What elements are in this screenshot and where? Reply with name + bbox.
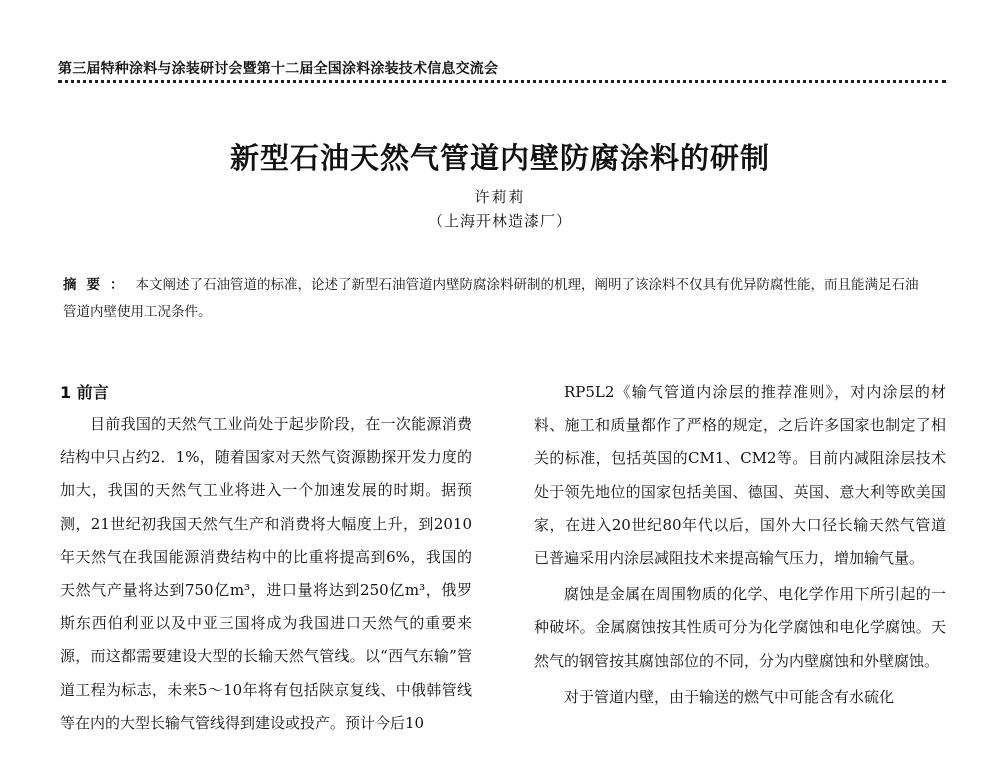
section-heading-introduction: 1 前言 (60, 383, 109, 402)
left-column (60, 378, 472, 740)
paper-affiliation: （上海开林造漆厂） (427, 212, 572, 230)
abstract-label: 摘要： (63, 277, 134, 293)
abstract (63, 272, 923, 326)
abstract-text: 本文阐述了石油管道的标准，论述了新型石油管道内壁防腐涂料研制的机理，阐明了该涂料不仅具有优异防腐性能，而且能满足石油管道内壁使用工况条件。 (63, 277, 919, 320)
paper-title: 新型石油天然气管道内壁防腐涂料的研制 (229, 141, 770, 175)
right-paragraph-corrosion: 腐蚀是金属在周围物质的化学、电化学作用下所引起的一种破坏。金属腐蚀按其性质可分为化学腐蚀和电化学腐蚀。天然气的钢管按其腐蚀部位的不同，分为内壁腐蚀和外壁腐蚀。 (534, 585, 946, 670)
right-column (534, 378, 946, 714)
conference-header: 第三届特种涂料与涂装研讨会暨第十二届全国涂料涂装技术信息交流会 (58, 61, 499, 77)
paper-author: 许莉莉 (474, 188, 526, 206)
header-dotted-rule (58, 80, 946, 83)
intro-paragraph: 目前我国的天然气工业尚处于起步阶段，在一次能源消费结构中只占约2．1%，随着国家对天然气资源勘探开发力度的加大，我国的天然气工业将进入一个加速发展的时期。据预测，21世纪初我国天然气生产和消费将大幅度上升，到2010年天然气在我国能源消费结构中的比重将提高到6%，我国的天然气产量将达到750亿m³，进口量将达到250亿m³，俄罗斯东西伯利亚以及中亚三国将成为我国进口天然气的重要来源，而这都需要建设大型的长输天然气管线。以“西气东输”管道工程为标志，未来5～10年将有包括陕京复线、中俄韩管线等在内的大型长输气管线得到建设或投产。预计今后10 (60, 415, 472, 732)
right-paragraph-inner-wall: 对于管道内壁，由于输送的燃气中可能含有水硫化 (564, 687, 895, 706)
right-paragraph-standards: RP5L2《输气管道内涂层的推荐准则》，对内涂层的材料、施工和质量都作了严格的规定，之后许多国家也制定了相关的标准，包括英国的CM1、CM2等。目前内减阻涂层技术处于领先地位的国家包括美国、德国、英国、意大利等欧美国家，在进入20世纪80年代以后，国外大口径长输天然气管道已普遍采用内涂层减阻技术来提高输气压力，增加输气量。 (534, 383, 946, 568)
